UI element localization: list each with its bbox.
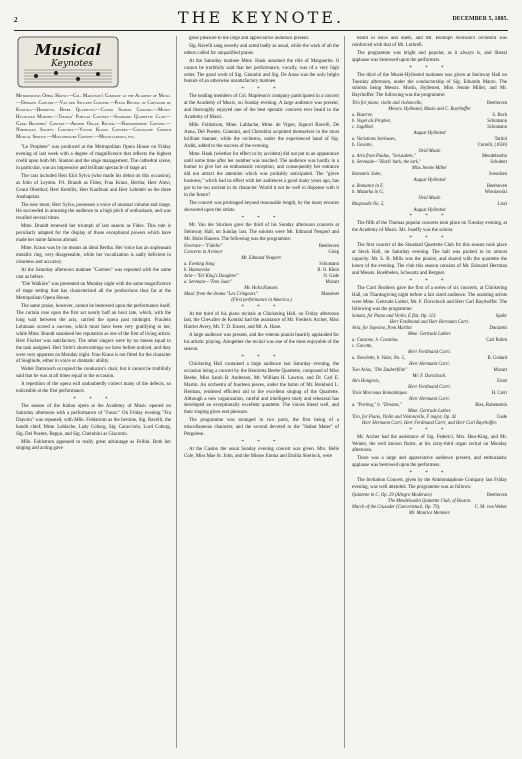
paragraph: The new tenor, Herr Sylva, possesses a voice of unusual volume and range. He succeeded in arousing the audience to a high pitch of enthusiasm, and was recalled several times. <box>16 202 171 222</box>
masthead: THE KEYNOTE. <box>177 8 345 27</box>
programme-composer: Tartini <box>494 136 507 142</box>
programme-piece: a. Bourree, <box>352 113 374 119</box>
programme-composer: H. Carri <box>491 391 507 397</box>
programme-item <box>352 505 507 511</box>
programme-piece: Trio for piano, violin and violoncello, <box>352 101 423 107</box>
paragraph: The season of the Italian opera at the Academy of Music opened on Saturday afternoon with a performance of "Faust." On Friday evening "Fra Diavolo" was repeated, with Mlle. Fohlstrom as the heroine, Sig. Ravelli, the bandit chief, Mme. Lablache, Lady Coburg, Sig. Caracciolo, Lord Coburg, Sig. Del Puente, Beppo, and Sig. Cherubini as Giacomo. <box>16 403 171 437</box>
programme-piece: a. Variations Serieuses, <box>352 136 397 142</box>
programme-performer: Herr Ferdinand Carri. <box>408 349 451 355</box>
programme-item <box>352 202 507 208</box>
programme-piece: March of the Crusader (Concertstuck, Op. 79), <box>352 504 441 510</box>
paragraph: "Le Prophete" was produced at the Metropolitan Opera House on Friday evening of last week with a degree of magnificence that reflects the highest credit upon both Mr. Stanton and the stage management. The cathedral scene, in particular, was an impressive and brilliant spectacle of stage art. <box>16 145 171 171</box>
programme-composer: Mozart <box>493 367 507 373</box>
paragraph: A large audience was present, and the veteran pianist heartily applauded for his artistic playing. Altogether the recital was one of the most enjoyable of the season. <box>184 333 339 353</box>
programme-piece: a. Serenata—"Don Juan" <box>184 279 232 285</box>
programme-piece: b. Humoreske <box>184 268 210 274</box>
column-2 <box>184 36 339 751</box>
programme-composer: C. M. von Weber <box>474 504 507 510</box>
paragraph: "Die Walküre" was presented on Monday night with the same magnificence of stage setting that has characterized all the productions thus far at the Metropolitan Opera House. <box>16 282 171 302</box>
paragraph: Mme. Brandt renewed her triumph of last season as Fides. This role is peculiarly adapted for the display of those exceptional powers which have made her name famous abroad. <box>16 224 171 244</box>
page-header <box>14 6 508 30</box>
svg-text:Musical: Musical <box>34 41 102 59</box>
paragraph: The Invitation Concert, given by the Ammoniaphone Company last Friday evening, was well attended. The programme was as follows: <box>352 478 507 491</box>
paragraph: The programme was bright and popular, as it always is, and liberal applause was bestowed upon the performers. <box>352 50 507 63</box>
programme-item <box>352 344 507 350</box>
paragraph: The concert was prolonged beyond reasonable length, by the many encores showered upon the artists. <box>184 200 339 213</box>
issue-date: DECEMBER 5, 1885. <box>452 16 508 22</box>
programme-item <box>352 143 507 149</box>
programme-performer: Mr. Maurice Mennier. <box>408 510 451 516</box>
programme-piece: Concerto in A minor <box>184 250 223 256</box>
programme-piece: Trio, for Piano, Violin and Violoncello, F major, Op. 42 <box>352 414 457 420</box>
column-divider <box>344 36 345 748</box>
paragraph: The cast included Herr Eloi Sylva (who made his debut on this occasion), as John of Leyden. Frl. Brandt as Fides; Frau Kraus, Bertha; Herr Alexi, Count Oberthal; Herr Kemlitz, Herr Kaufman and Herr Lehmler as the three Anabaptists. <box>16 173 171 200</box>
section-divider: * * * <box>409 471 450 477</box>
programme-composer: Mozart <box>325 279 339 285</box>
paragraph: The Carri Brothers gave the first of a series of six concerts, at Chickering Hall, on Thanksgiving night before a fair sized audience. The assisting artists were Mme. Gertrude Luther, Mr. F. Dorschuch and Herr Carl Bayrhoffer. The following was the programme: <box>352 285 507 312</box>
programme <box>352 314 507 433</box>
paragraph: The third of the Musin-Hyllested matinees was given at Steinway Hall on Tuesday afternoon, under the conductorship of Sig. Eduardo Marzo. The soloists being Messrs. Musin, Hyllested, Miss Jennie Miller, and Mr. Bayrhoffer. The following was the programme: <box>352 72 507 99</box>
paragraph: Mr. Van der Stucken gave the third of his Sunday afternoon concerts at Steinway Hall, on Sunday last. The soloists were Mr. Edmund Neupert and Mr. Holst Hansen. The following was the programme: <box>184 222 339 242</box>
programme-performer: Herr Ferdinand Carri. <box>408 385 451 391</box>
programme-performer: The Mendelssohn Quintette Club, of Boston. <box>387 498 472 504</box>
programme-composer: Beethoven <box>318 244 339 250</box>
paragraph: Mlle. Fohlstrom appeared to really great advantage as Fellini. Both her singing and acting gave <box>16 439 171 452</box>
programme-composer: B. O. Klein <box>317 268 339 274</box>
programme-item <box>352 415 507 421</box>
programme-performer: August Hyllested <box>413 178 446 184</box>
programme-composer: Beethoven <box>486 183 507 189</box>
programme-item <box>352 368 507 374</box>
programme-performer: Herr Hermann Carri. <box>409 397 450 403</box>
programme-composer: Schubert <box>490 160 507 166</box>
paragraph: Chickering Hall contained a large audience last Saturday evening, the occasion being a concert by the Henrietta Beebe Quartette, composed of Miss Beebe, Miss Sarah B. Anderson, Mr. William H. Lawton, and Dr. Carl E. Martin. An orchestra of fourteen pieces, under the baton of Mr. Reinhold L. Herman, rendered efficient aid to the excellent singing of the Quartette. Although a new organization, careful and intelligent study and rehearsal has developed an exceptionally excellent quartette. The voices blend well, and their singing gives real pleasure. <box>184 361 339 416</box>
paragraph: The first concert of the Standard Quartette Club for this season took place at Steck Hall, on Saturday evening. The hall was packed to its utmost capacity. Mr. S. B. Mills was the pianist, and shared with the quartette the honor of the evening. The club this season consists of Mr. Edouard Herrman and Messrs. Roebbelen, Schwartz and Bergner. <box>352 243 507 276</box>
programme-performer: Miss Jennie Miller <box>411 166 448 172</box>
column-divider <box>176 36 177 748</box>
programme-performer: August Hyllested <box>413 130 446 136</box>
programme-performer: Herr Ferdinand and Herr Hermann Carri. <box>389 320 470 326</box>
programme-composer: N. Gade <box>323 274 339 279</box>
programme-performer: Mr. Edmund Neupert. <box>241 256 282 262</box>
paragraph: The leading members of Col. Mapleson's company participated in a concert at the Academy of Music, on Sunday evening. A large audience was present, and thoroughly enjoyed one of the best operatic concerts ever heard in the Academy of Music. <box>184 94 339 121</box>
programme-performer: Mme. Gertrude Luther. <box>407 332 452 338</box>
paragraph: heard in solos and duets, and Mr. Rudolph Aronson's orchestra was reinforced with that of Mr. Lothrell. <box>352 36 507 48</box>
programme-piece: c. Jagdlied, <box>352 124 374 130</box>
programme-composer: Donizetti <box>489 326 507 332</box>
paragraph: At the Saturday afternoon matinee "Carmen" was repeated with the same cast as before. <box>16 267 171 280</box>
programme-piece: Quintette in C, Op. 29 (Allegro Moderato). <box>352 493 433 498</box>
programme-composer: Beethoven <box>486 101 507 107</box>
programme-piece: Aria—"Erl King's Daughter" <box>184 274 239 279</box>
paragraph: Mr. Archer had the assistance of Sig. Federici, Mrs. Hun-King, and Mr. Weiner, the well known flutist, at his sixty-third organ recital on Monday afternoon. <box>352 434 507 454</box>
page-number: 2 <box>14 16 18 24</box>
programme-composer: Ries, Rubenstein <box>475 403 507 409</box>
article-body <box>352 221 507 313</box>
programme-piece: b. Vogel als Prophet, <box>352 118 392 124</box>
programme <box>184 244 339 310</box>
programme-piece: b. Gavotte, <box>352 142 373 148</box>
programme-piece: Trois Morceaux Romantiques <box>352 391 408 397</box>
programme-piece: a. Novelette, b. Valse, No. 5, <box>352 355 405 361</box>
article-body <box>16 145 171 453</box>
section-divider: * * * <box>409 214 450 220</box>
svg-text:Keynotes: Keynotes <box>51 59 93 69</box>
paragraph: Mme. Kraus was by no means an ideal Bertha. Her voice has an unpleasant metallic ring, very disagreeable, while her vocalization is sadly deficient in clearness and accuracy. <box>16 245 171 265</box>
programme-piece: a. Aria from Paulus, "Jerusalem," <box>352 154 416 160</box>
programme-piece: Overture—"Fidelio" <box>184 244 223 250</box>
programme-piece: Romantic Suite, <box>352 172 382 178</box>
programme-performer: Ovid Musin <box>418 195 441 201</box>
section-divider: * * * <box>409 236 450 242</box>
section-divider: * * * <box>241 87 282 93</box>
paragraph: The same praise, however, cannot be bestowed upon the performance itself. The curtain rose upon the first act nearly half an hour late, which, with the long wait between the acts, carried the opera past midnight. Fraulein Lehmann scored a success, which must have been very gratifying to her, while Mme. Brandt sustained her reputation as one of the first of living artists. Herr Fischer was satisfactory. The other singers were by no means equal to the task assigned. Herr Stritt's shortcomings we have before noticed, and they were very apparent on Monday night. Frau Kraus is not fitted for the character of Sieglinde, either in voice or dramatic ability. <box>16 304 171 365</box>
programme-performer: Herr Hermann Carri, Herr Ferdinand Carri, and Herr Carl Bayrhoffer. <box>362 420 497 426</box>
programme <box>352 101 507 220</box>
programme-piece: b. Mazurka in G, <box>352 189 384 195</box>
programme-composer: Wieniawski <box>484 189 507 195</box>
programme-piece: Music from the drama "Les Cringeurs" <box>184 291 258 297</box>
article-body <box>184 36 339 243</box>
programme-piece: c. Gavotte, <box>352 343 373 349</box>
paragraph: At the Casino the usual Sunday evening concert was given. Mrs. Belle Cole, Miss Mae St. John, and the Misses Emma and Emilia Sherlock, were <box>184 446 339 459</box>
programme-piece: a. Evening Song <box>184 262 215 268</box>
section-divider: * * * <box>241 304 282 310</box>
column-3 <box>352 36 507 751</box>
programme-composer: Carl Bohm <box>486 338 507 344</box>
section-divider: * * * <box>409 427 450 433</box>
programme-performer: Messrs. Hyllested, Musin and C. Bayrhoffer <box>388 107 471 113</box>
programme-composer: Beethoven <box>486 493 507 498</box>
programme-performer: Ovid Musin <box>418 148 441 154</box>
programme-performer: Mr. Holst Hansen. <box>244 285 279 291</box>
programme-composer: B. Godard <box>487 355 507 361</box>
paragraph: At the Saturday matinee Mme. Hauk assumed the rôle of Marguerite. It cannot be truthfully said that her performance, vocally, was of a very high order. The good work of Sig. Giannini and Sig. De Anna was the only bright feature of an otherwise unsatisfactory matinee. <box>184 58 339 85</box>
programme-piece: Airs Hongrois, <box>352 379 380 385</box>
article-body <box>184 312 339 461</box>
paragraph: A repetition of the opera will undoubtedly correct many of the defects, so noticeable at the first performance. <box>16 382 171 395</box>
programme-piece: Two Arias, "Die Zauberflöte" <box>352 367 408 373</box>
programme-composer: Liszt <box>497 201 507 207</box>
programme-composer: Mendelssohn <box>482 154 507 160</box>
programme-performer: Mr. F. Dorschuch. <box>412 373 447 379</box>
section-divider: * * * <box>409 278 450 284</box>
programme-performer: Mme. Gertrude Luther. <box>407 408 452 414</box>
programme-item <box>184 292 339 298</box>
paragraph: The fifth of the Thomas popular concerts took place on Tuesday evening, at the Academy of Music. Mr. Joseffy was the soloist. <box>352 221 507 234</box>
programme-item <box>184 280 339 286</box>
programme-piece: Sonata, for Piano and Violin, E flat, Op. 113 <box>352 314 436 320</box>
programme-performer: Herr Hermann Carri. <box>409 361 450 367</box>
programme-composer: Svendsen <box>489 172 507 178</box>
paragraph: The programme was arranged in two parts, the first being of a miscellaneous character, and the second devoted to the "Stabat Mater" of Pergolese. <box>184 418 339 438</box>
programme-composer: Grieg <box>328 250 339 256</box>
article-body <box>352 435 507 492</box>
programme-composer: Massenet <box>321 291 339 297</box>
programme-composer: Schumann <box>487 124 507 130</box>
programme-piece: Aria, for Soprano, from Martini <box>352 326 412 332</box>
programme-piece: b. Serenade—"Hark! hark, the lark," <box>352 160 421 166</box>
paragraph: There was a large and appreciative audience present, and enthusiastic applause was bestowed upon the performers. <box>352 456 507 469</box>
programme-composer: Spohr <box>495 314 507 320</box>
paragraph: Mme. Hauk (whether for effect or by accident) did not put in an appearance until some time after her number was reached. The audience was hardly in a humor to give her an enthusiastic reception, and consequently her entrance did not attract the attention which was probably anticipated. The "glove business," which had its effect with her audiences a good many years ago, has got to be too ancient in its character. Would it not be well to dispense with it in the future? <box>184 151 339 199</box>
paragraph: Sig. Ravelli sang sweetly and acted badly as usual, while the work of all the others called for unqualified praise. <box>184 43 339 56</box>
programme-composer: Gade <box>497 414 507 420</box>
programme-piece: a. Romance in F, <box>352 183 384 189</box>
musical-keynotes-logo <box>16 36 120 88</box>
programme-performer: August Hyllested <box>413 207 446 213</box>
programme-piece: Rhapsodie No. 2, <box>352 201 385 207</box>
section-divider: * * * <box>241 439 282 445</box>
paragraph: Walter Damrosch occupied the conductor's chair, but it cannot be truthfully said that he was at all times equal to the occasion. <box>16 367 171 380</box>
summary: Metropolitan Opera House.—Col. Mapleson's Company at the Academy of Music.—Operatic Concert.—Van der Stucken Concert.—Piano Recital of Chevalier de Kontski.—Henrietta Beebe Quartette.—Casino Sunday Concert.—Musin-Hyllested Matinee.—Thomas' Popular Concert.—Standard Quartette Club.—Carri Brothers' Concert.—Archer Organ Recital.—Harmoniphone Concert.—Norwegian Society Concert.—Victor Kuzdo Concert.—Collegiate Church Musical Service.—Mollenhauer Concert.—Miscellaneous, etc. <box>16 93 171 141</box>
paragraph: At the third of his piano recitals at Chickering Hall, on Friday afternoon last, the Chevalier de Kontski had the assistance of Mr. Frederic Archer, Miss Harriet Avery, Mr. T. D. Ernest, and Mr. A. Hane. <box>184 311 339 331</box>
programme-piece: a. Canzone, b. Cavatina, <box>352 338 399 344</box>
programme <box>352 493 507 517</box>
programme-piece: a. "Parting," b. "Dreams," <box>352 403 402 409</box>
header-rule <box>14 30 508 31</box>
section-divider: * * * <box>73 396 114 402</box>
programme-composer: Schumann <box>319 262 339 268</box>
paragraph: Mlle. Fohlstrom, Mme. Lablache, Mme. de Vigne, Signori Ravelli, De Anna, Del Puente, Giannini, and Cherubini acquitted themselves in the most brilliant manner, while the orchestra, under the experienced hand of Sig. Arditi, added to the success of the evening. <box>184 122 339 149</box>
paragraph: great pleasure to the large and appreciative audience present. <box>189 36 310 41</box>
column-1 <box>16 36 171 751</box>
section-divider: * * * <box>241 215 282 221</box>
programme-composer: Ernst <box>497 379 507 385</box>
article-body <box>352 36 507 100</box>
section-divider: * * * <box>409 65 450 71</box>
section-divider: * * * <box>241 354 282 360</box>
programme-performer: (First performance in America.) <box>231 297 292 303</box>
programme-composer: S. Bach <box>492 113 507 119</box>
programme-composer: Schumann <box>487 118 507 124</box>
programme-composer: Correlli, (1650) <box>477 142 507 148</box>
